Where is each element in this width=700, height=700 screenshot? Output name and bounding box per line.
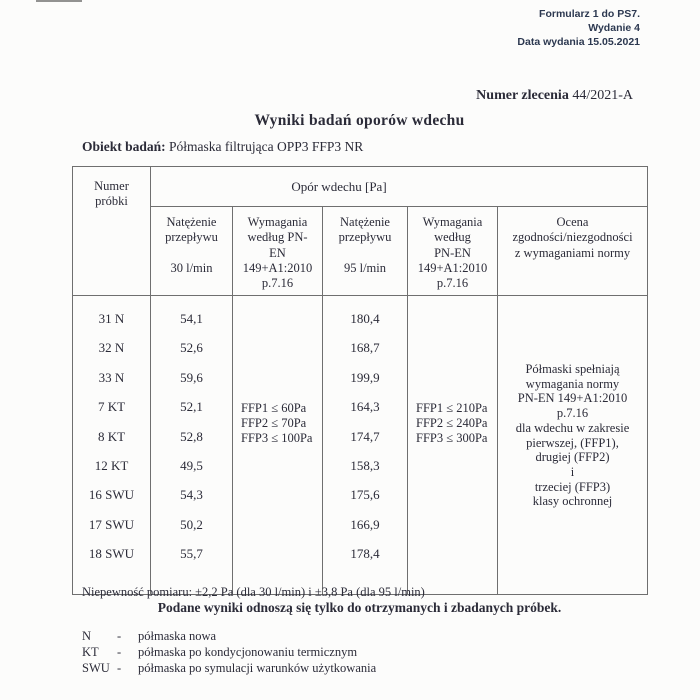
header-req-30-line4: 149+A1:2010 — [242, 260, 313, 275]
header-req-95-line3: PN-EN — [434, 245, 471, 260]
legend-abbr: N — [82, 629, 92, 643]
flow30-value: 54,3 — [180, 487, 203, 503]
flow95-value: 164,3 — [350, 399, 380, 415]
flow95-value: 168,7 — [350, 340, 380, 356]
flow95-value: 175,6 — [350, 487, 380, 503]
flow95-value: 180,4 — [350, 311, 380, 326]
assessment-line: pierwszej, (FFP1), — [526, 435, 619, 450]
flow95-value: 178,4 — [350, 546, 380, 562]
order-number-line — [476, 88, 633, 104]
req30-ffp2: FFP2 ≤ 70Pa — [241, 415, 307, 430]
sample-id: 17 SWU — [88, 516, 135, 532]
assessment-line: klasy ochronnej — [532, 494, 613, 509]
header-flow-30-rate: 30 l/min — [170, 260, 213, 275]
assessment-line: Półmaski spełniają — [525, 362, 620, 376]
flow95-value: 199,9 — [350, 369, 380, 385]
order-number-value: 44/2021-A — [572, 88, 633, 103]
flow95-value: 158,3 — [350, 457, 380, 473]
legend-row-swu — [82, 661, 376, 677]
req30-ffp1: FFP1 ≤ 60Pa — [241, 401, 307, 415]
sample-id: 33 N — [98, 369, 125, 385]
legend-row-kt — [82, 645, 376, 661]
legend-desc: półmaska po symulacji warunków użytkowania — [138, 660, 377, 675]
column-values-30 — [151, 296, 233, 595]
header-flow-30-gap — [151, 246, 232, 261]
form-edition: Wydanie 4 — [588, 21, 640, 34]
assessment-line: p.7.16 — [556, 406, 589, 421]
assessment-line: PN-EN 149+A1:2010 — [517, 391, 628, 406]
sample-id: 16 SWU — [88, 487, 135, 503]
req95-ffp1: FFP1 ≤ 210Pa — [416, 401, 488, 415]
assessment-line: drugiej (FFP2) — [535, 450, 610, 465]
order-number-label: Numer zlecenia — [476, 88, 569, 103]
test-object-label: Obiekt badań: — [82, 139, 166, 154]
header-requirements-30 — [233, 207, 323, 296]
header-req-30-line3: EN — [269, 245, 286, 260]
header-req-30-line5: p.7.16 — [261, 276, 294, 291]
sample-id: 7 KT — [97, 399, 126, 415]
header-sample-number-line2: próbki — [95, 194, 128, 209]
header-req-95-line2: według — [434, 230, 471, 245]
column-sample-ids — [73, 296, 151, 595]
header-req-30-line2: według PN- — [247, 230, 308, 245]
header-req-95-line4: 149+A1:2010 — [417, 260, 488, 275]
flow30-value: 55,7 — [180, 546, 203, 562]
req30-ffp3: FFP3 ≤ 100Pa — [241, 430, 313, 445]
header-flow-95-line1: Natężenie — [340, 215, 390, 229]
test-object-line — [82, 139, 363, 155]
legend-dash: - — [117, 660, 122, 675]
measurement-uncertainty-line: Niepewność pomiaru: ±2,2 Pa (dla 30 l/min) i ±3,8 Pa (dla 95 l/min) — [82, 585, 425, 599]
header-flow-95 — [323, 207, 408, 296]
header-sample-number — [73, 167, 151, 296]
header-flow-95-line2: przepływu — [338, 230, 392, 245]
header-assessment-line3: z wymaganiami normy — [514, 245, 631, 260]
header-assessment-line2: zgodności/niezgodności — [512, 230, 633, 245]
header-req-95-line5: p.7.16 — [436, 276, 469, 291]
scan-artifact-line — [36, 0, 82, 2]
cell-requirements-30 — [233, 296, 323, 595]
assessment-line: trzeciej (FFP3) — [534, 479, 611, 494]
sample-id: 8 KT — [97, 428, 126, 444]
sample-id: 31 N — [98, 311, 125, 326]
legend-desc: półmaska nowa — [138, 629, 217, 643]
results-scope-note: Podane wyniki odnoszą się tylko do otrzymanych i zbadanych próbek. — [157, 600, 562, 615]
legend-abbr: SWU — [82, 660, 110, 675]
req95-ffp3: FFP3 ≤ 300Pa — [416, 430, 488, 445]
flow30-value: 52,8 — [180, 428, 203, 444]
legend-dash: - — [117, 629, 122, 643]
header-assessment — [498, 207, 648, 296]
sample-id: 32 N — [98, 340, 125, 356]
assessment-line: dla wdechu w zakresie — [515, 420, 630, 435]
results-table — [72, 166, 648, 595]
header-inhalation-resistance: Opór wdechu [Pa] — [151, 167, 648, 207]
assessment-line: i — [570, 464, 575, 479]
column-values-95 — [323, 296, 408, 595]
header-flow-30 — [151, 207, 233, 296]
flow30-value: 52,1 — [180, 399, 203, 415]
legend-desc: półmaska po kondycjonowaniu termicznym — [138, 644, 358, 659]
cell-assessment — [498, 296, 648, 595]
page-title: Wyniki badań oporów wdechu — [254, 112, 465, 129]
header-req-30-line1: Wymagania — [247, 215, 308, 229]
header-flow-30-line2: przepływu — [165, 230, 218, 245]
flow30-value: 59,6 — [180, 369, 203, 385]
cell-requirements-95 — [408, 296, 498, 595]
header-sample-number-line1: Numer — [94, 179, 129, 193]
header-requirements-95 — [408, 207, 498, 296]
form-issue-date: Data wydania 15.05.2021 — [517, 35, 640, 48]
sample-id: 18 SWU — [88, 546, 135, 562]
assessment-line: wymagania normy — [525, 376, 620, 391]
flow30-value: 52,6 — [180, 340, 203, 356]
header-flow-95-rate: 95 l/min — [343, 260, 387, 275]
form-meta-block — [517, 8, 640, 49]
flow95-value: 166,9 — [350, 516, 380, 532]
flow95-value: 174,7 — [350, 428, 380, 444]
header-flow-95-gap — [323, 246, 407, 261]
legend-dash: - — [117, 644, 122, 659]
flow30-value: 49,5 — [180, 457, 203, 473]
form-number: Formularz 1 do PS7. — [539, 8, 640, 20]
sample-id: 12 KT — [94, 457, 129, 473]
legend-abbr: KT — [82, 644, 99, 659]
req95-ffp2: FFP2 ≤ 240Pa — [416, 415, 488, 430]
header-assessment-line1: Ocena — [556, 215, 589, 229]
header-flow-30-line1: Natężenie — [166, 215, 217, 229]
abbreviation-legend — [82, 629, 376, 676]
header-req-95-line1: Wymagania — [422, 215, 483, 229]
test-object-value: Półmaska filtrująca OPP3 FFP3 NR — [169, 139, 364, 154]
legend-row-n — [82, 629, 376, 645]
flow30-value: 50,2 — [180, 516, 203, 532]
flow30-value: 54,1 — [180, 311, 203, 326]
